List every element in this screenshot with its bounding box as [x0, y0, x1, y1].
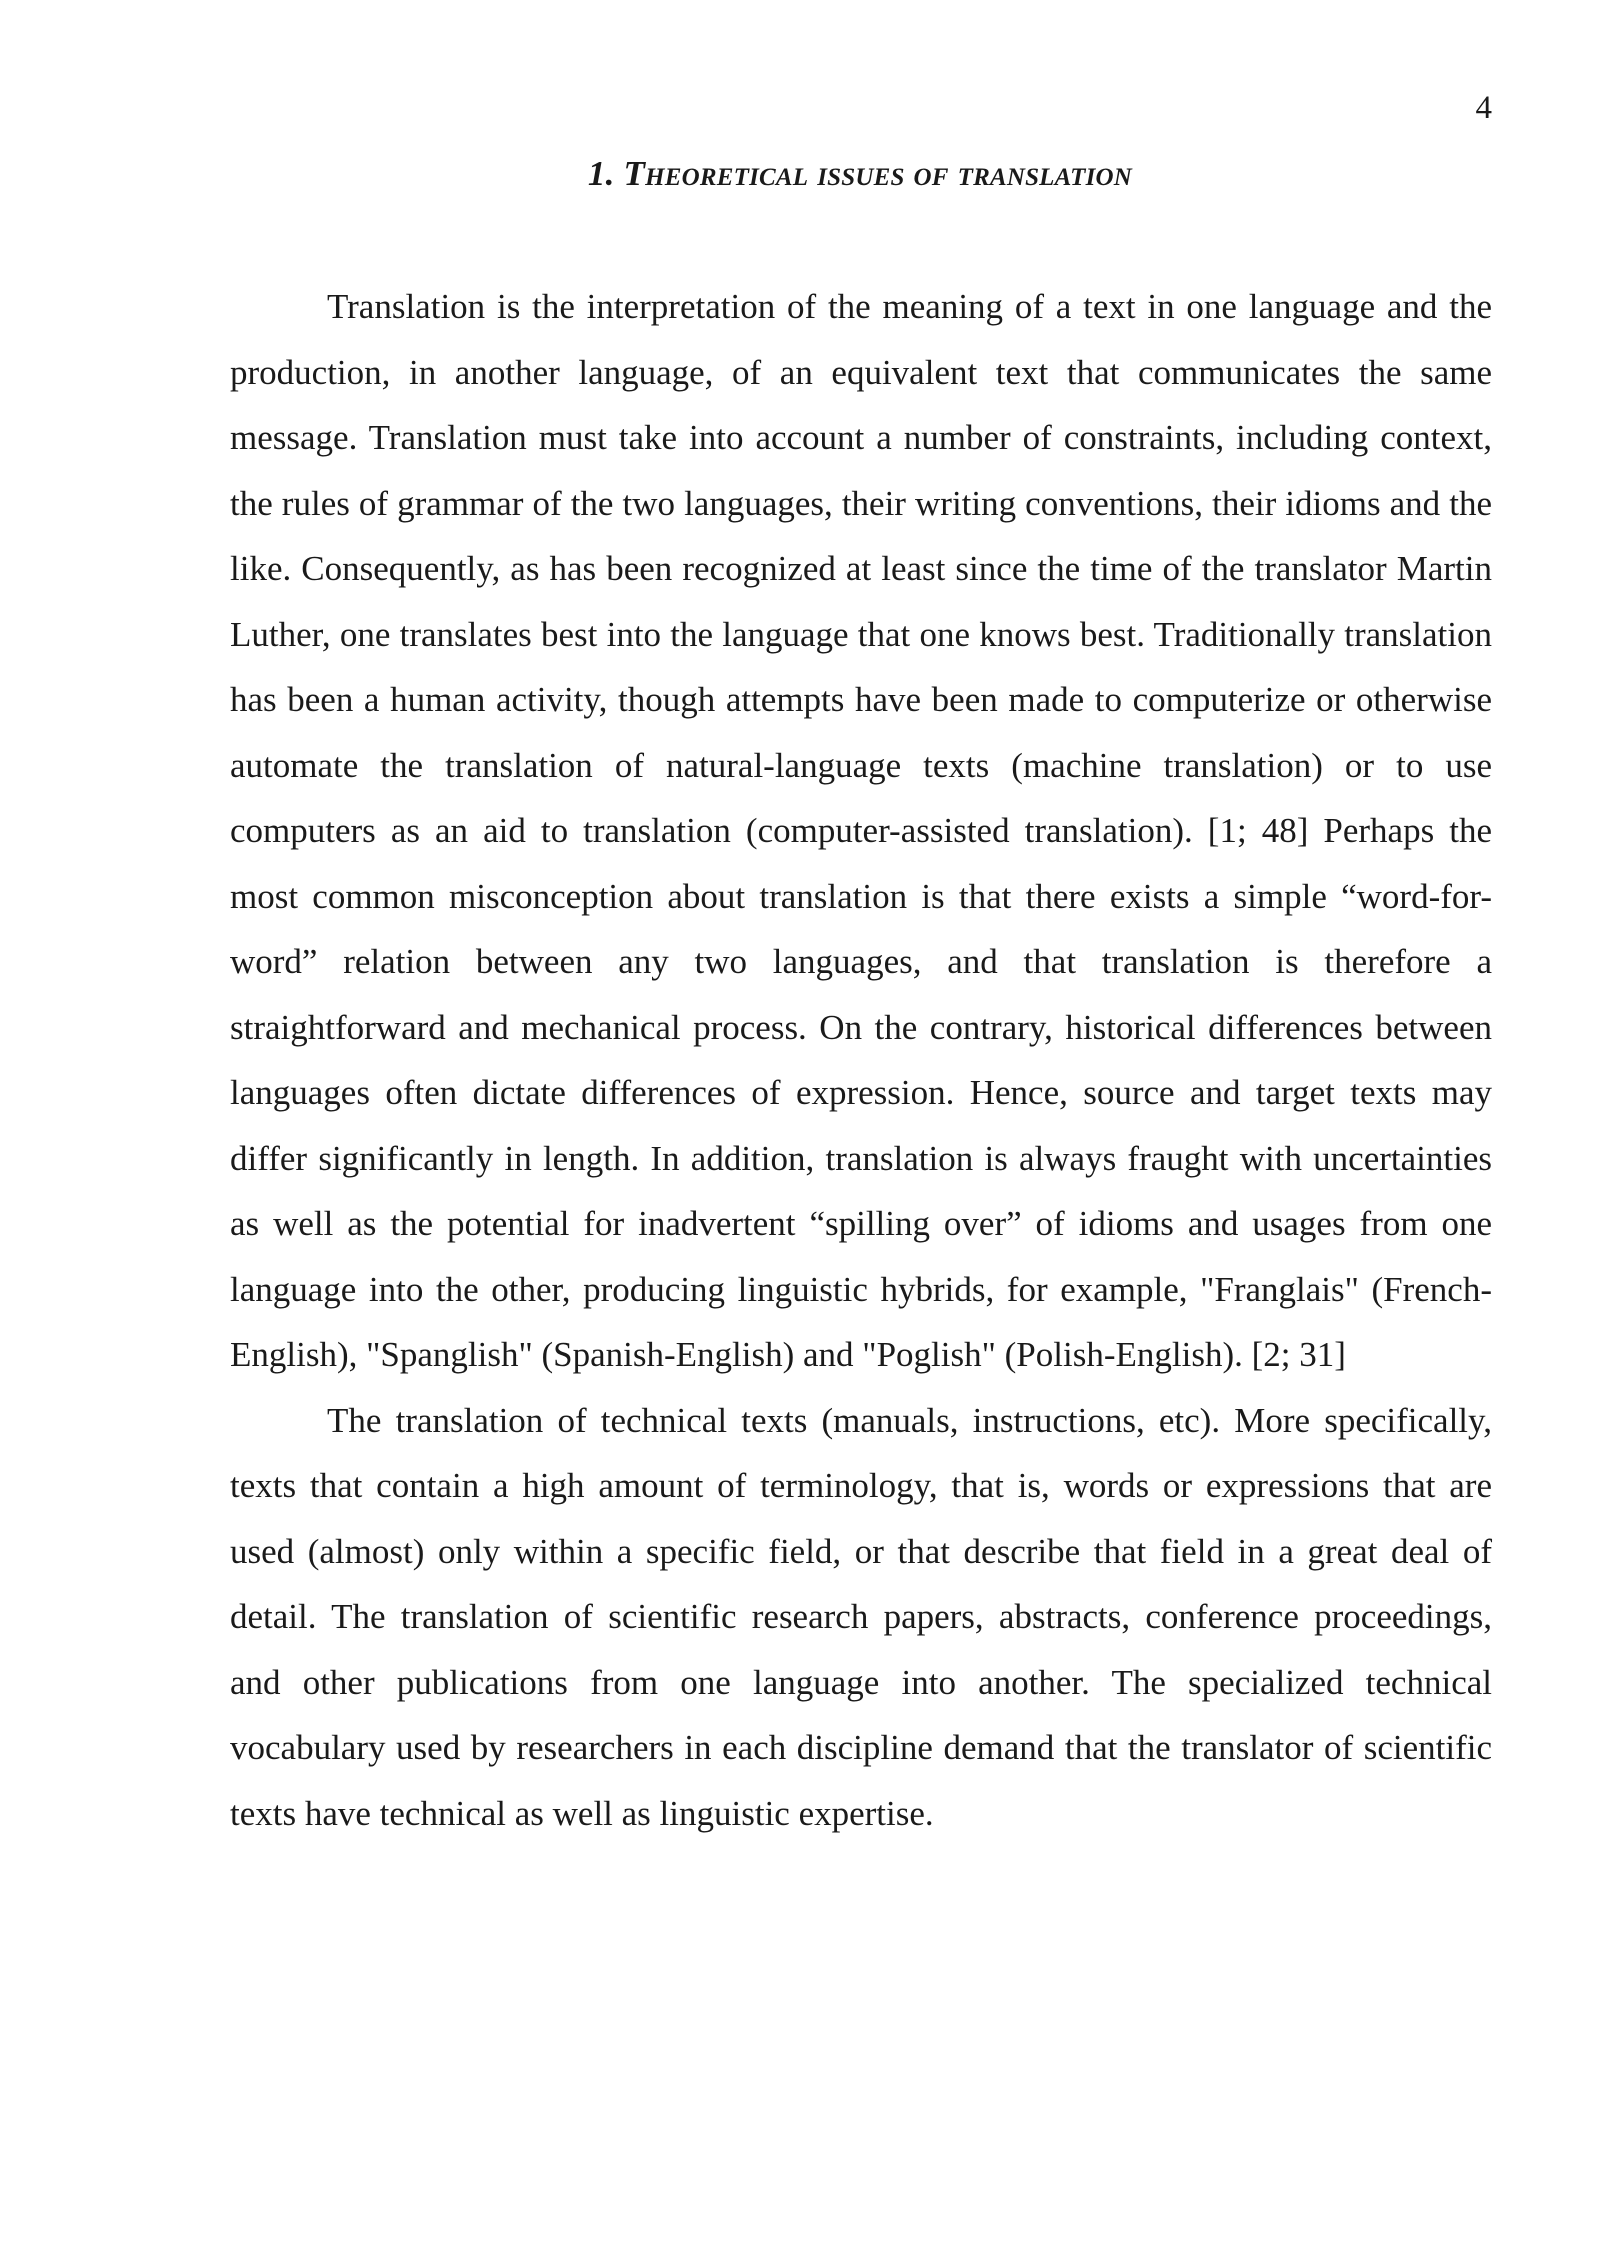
page-number: 4 — [1475, 90, 1492, 126]
paragraph-2: The translation of technical texts (manuals, instructions, etc). More specifically, texts that contain a high amount of terminology, that is, words or expressions that are used (almost) only within a specific field, or that describe that field in a great deal of detail. The translation of scientific research papers, abstracts, conference proceedings, and other publications from one language into another. The specialized technical vocabulary used by researchers in each discipline demand that the translator of scientific texts have technical as well as linguistic expertise. — [230, 1400, 1492, 1833]
paragraph-1: Translation is the interpretation of the meaning of a text in one language and the production, in another language, of an equivalent text that communicates the same message. Translation must take into account a number of constraints, including context, the rules of grammar of the two languages, their writing conventions, their idioms and the like. Consequently, as has been recognized at least since the time of the translator Martin Luther, one translates best into the language that one knows best. Traditionally translation has been a human activity, though attempts have been made to computerize or otherwise automate the translation of natural-language texts (machine translation) or to use computers as an aid to translation (computer-assisted translation). [1; 48] Perhaps the most common misconception about translation is that there exists a simple “word-for-word” relation between any two languages, and that translation is therefore a straightforward and mechanical process. On the contrary, historical differences between languages often dictate differences of expression. Hence, source and target texts may differ significantly in length. In addition, translation is always fraught with uncertainties as well as the potential for inadvertent “spilling over” of idioms and usages from one language into the other, producing linguistic hybrids, for example, "Franglais" (French-English), "Spanglish" (Spanish-English) and "Poglish" (Polish-English). [2; 31] — [230, 287, 1492, 1374]
body-text — [230, 274, 1492, 1846]
section-heading: 1. Theoretical issues of translation — [587, 154, 1133, 193]
